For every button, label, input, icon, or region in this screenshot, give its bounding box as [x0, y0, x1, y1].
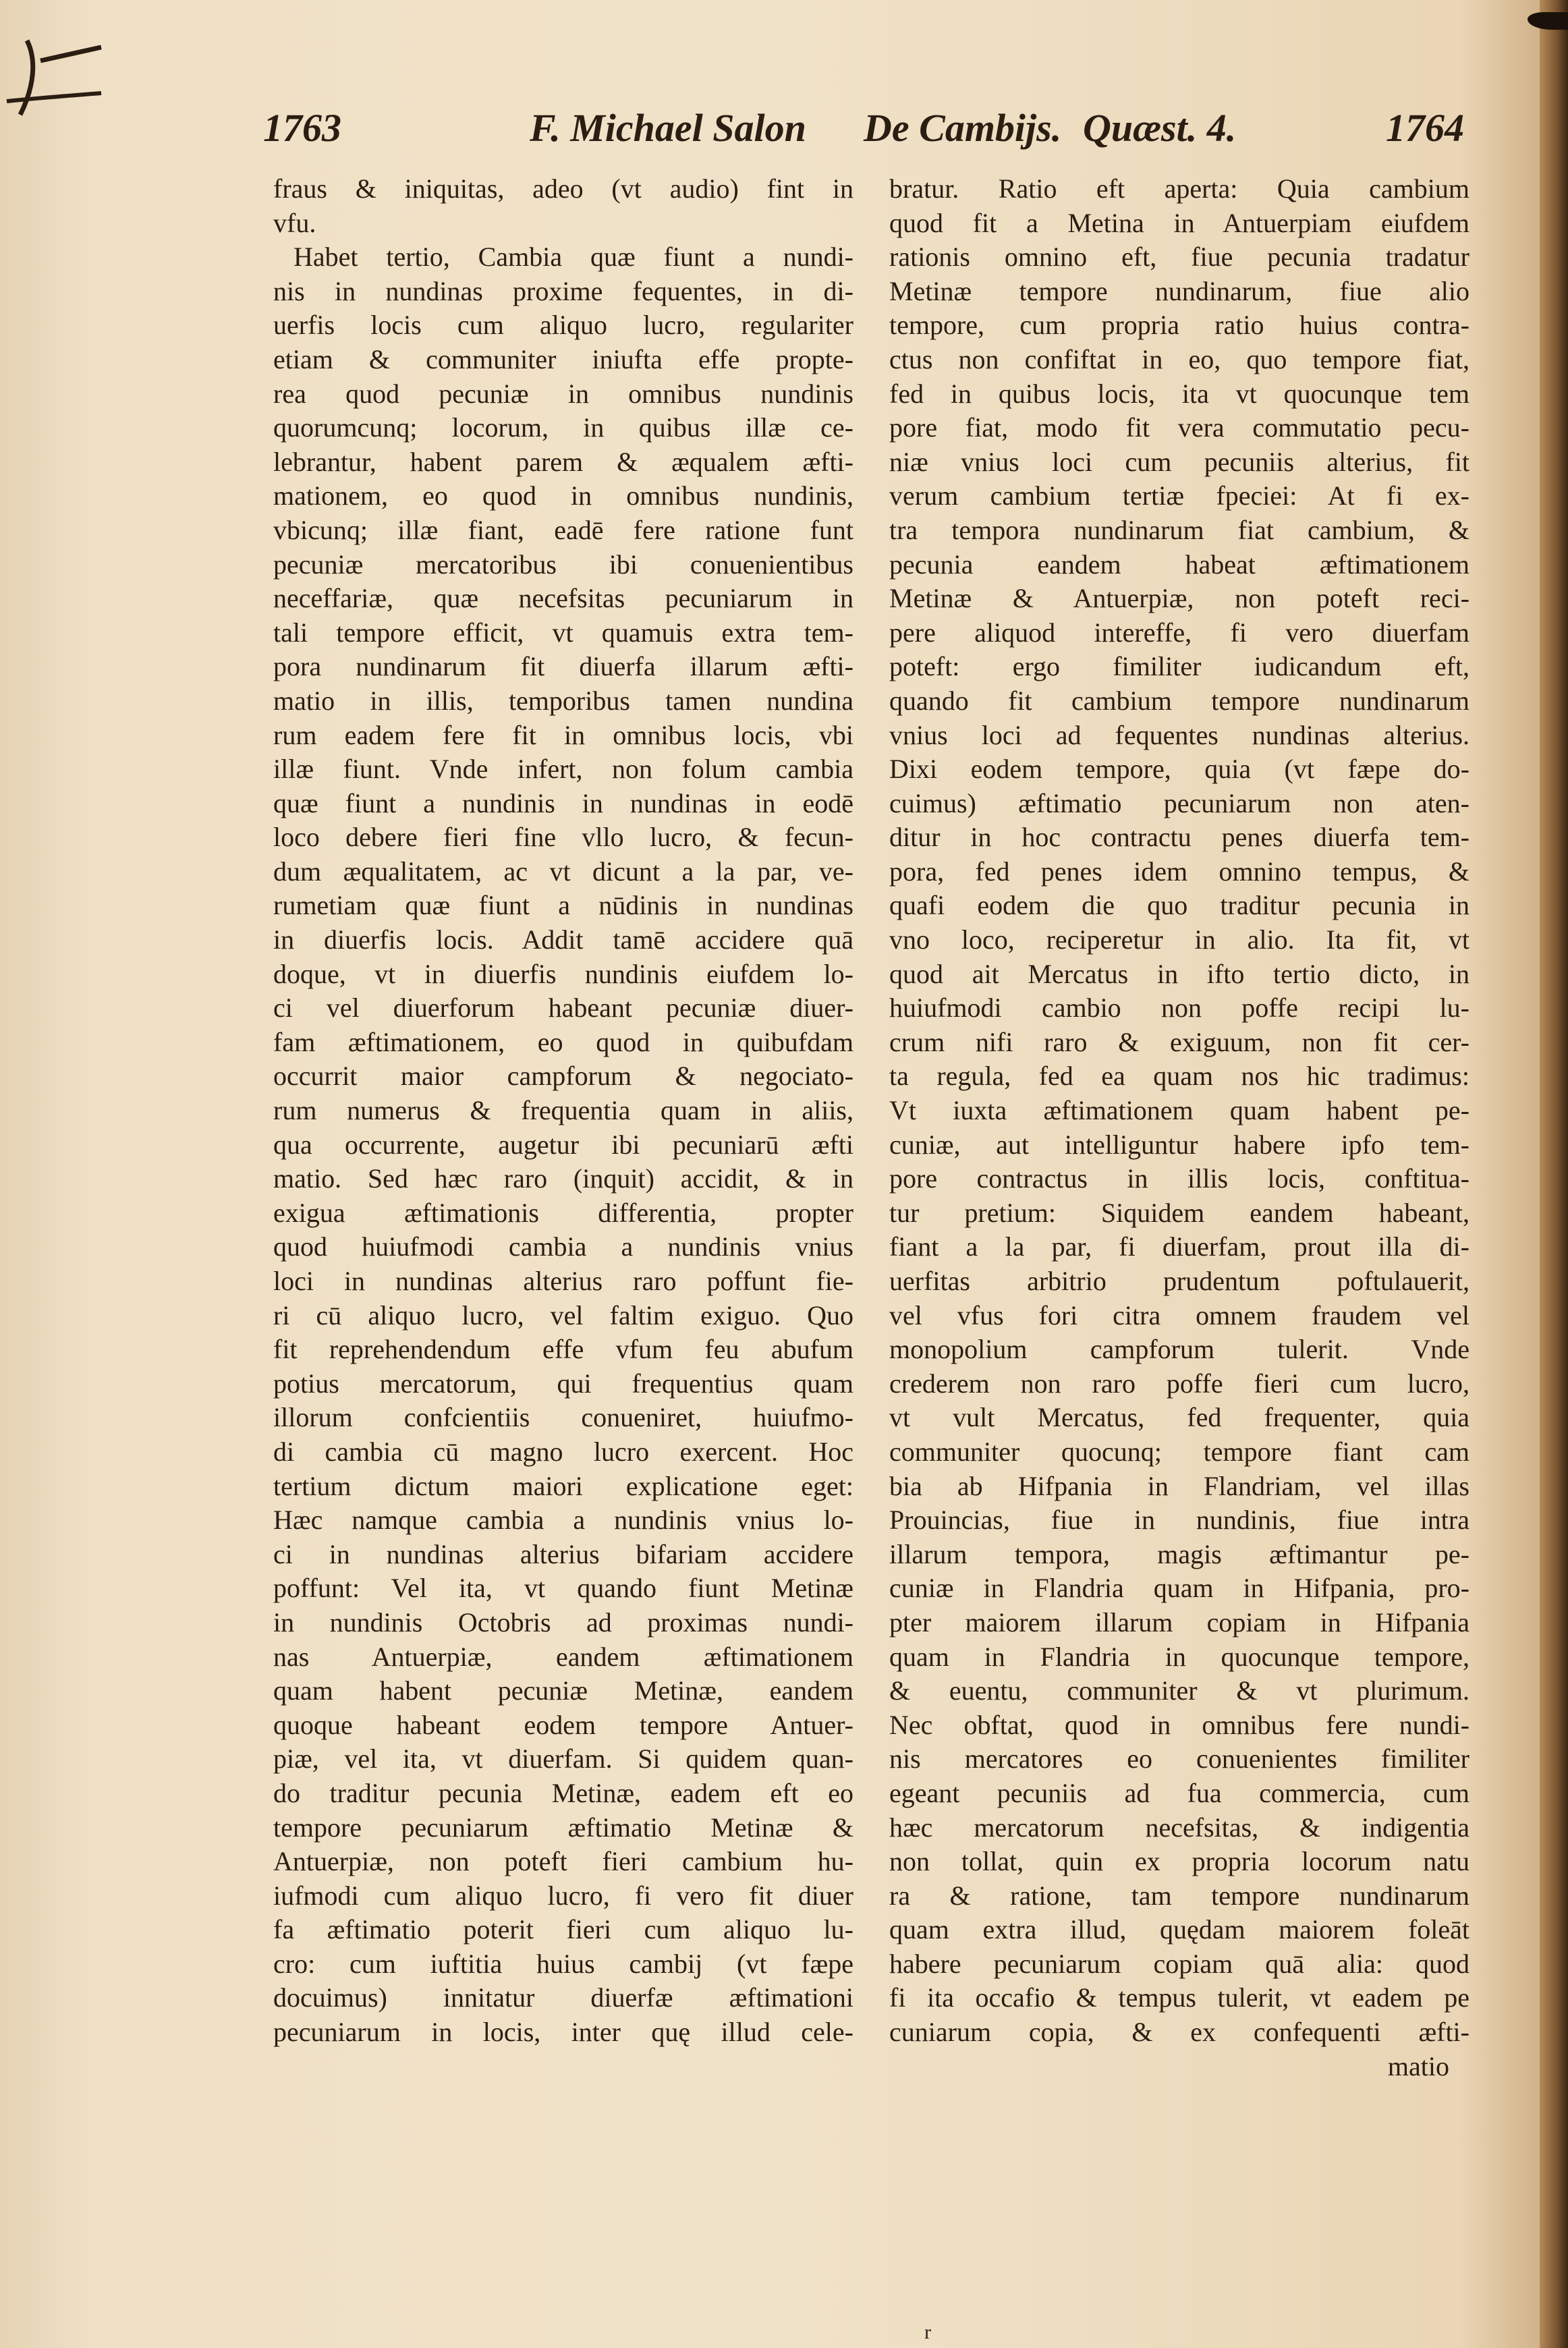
text-line: loco debere fieri fine vllo lucro, & fecun- — [273, 822, 853, 853]
text-line: fam æftimationem, eo quod in quibufdam — [273, 1026, 853, 1057]
text-line: quod ait Mercatus in ifto tertio dicto, in — [889, 958, 1469, 989]
text-line: monopolium campforum tulerit. Vnde — [889, 1334, 1469, 1365]
text-line: fiant a la par, fi diuerfam, prout illa di- — [889, 1231, 1469, 1262]
text-line: vfu. — [273, 207, 316, 238]
text-line: iufmodi cum aliquo lucro, fi vero fit diuer — [273, 1880, 853, 1911]
text-line: uerfis locis cum aliquo lucro, regulariter — [273, 310, 853, 341]
text-line: ctus non confiftat in eo, quo tempore fiat, — [889, 343, 1469, 374]
text-line: potius mercatorum, qui frequentius quam — [273, 1368, 853, 1399]
text-line: quam in Flandria in quocunque tempore, — [889, 1641, 1469, 1672]
text-line: in nundinis Octobris ad proximas nundi- — [273, 1606, 853, 1638]
text-line: tertium dictum maiori explicatione eget: — [273, 1470, 853, 1501]
text-line: pecuniæ mercatoribus ibi conuenientibus — [273, 549, 853, 580]
text-line: nas Antuerpiæ, eandem æftimationem — [273, 1641, 853, 1672]
text-line: matio — [1387, 2050, 1449, 2081]
text-line: ci vel diuerforum habeant pecuniæ diuer- — [273, 993, 853, 1024]
text-line: Habet tertio, Cambia quæ fiunt a nundi- — [293, 242, 853, 273]
text-line: ta regula, fed ea quam nos hic tradimus: — [889, 1061, 1469, 1092]
text-line: ra & ratione, tam tempore nundinarum — [889, 1880, 1469, 1911]
text-line: dum æqualitatem, ac vt dicunt a la par, ve- — [273, 856, 853, 887]
text-line: quam habent pecuniæ Metinæ, eandem — [273, 1675, 853, 1706]
text-line: exigua æftimationis differentia, propter — [273, 1197, 853, 1228]
text-line: nis mercatores eo conuenientes fimiliter — [889, 1743, 1469, 1774]
text-line: crum nifi raro & exiguum, non fit cer- — [889, 1026, 1469, 1057]
left-text-column — [273, 172, 853, 2050]
text-line: quoque habeant eodem tempore Antuer- — [273, 1709, 853, 1740]
text-line: quod huiufmodi cambia a nundinis vnius — [273, 1231, 853, 1262]
text-line: in diuerfis locis. Addit tamē accidere quā — [273, 924, 853, 955]
text-line: pere aliquod intereffe, fi vero diuerfam — [889, 617, 1469, 648]
right-text-column — [889, 172, 1469, 2084]
text-line: quam extra illud, quędam maiorem foleāt — [889, 1914, 1469, 1945]
text-line: vbicunq; illæ fiant, eadē fere ratione funt — [273, 514, 853, 545]
text-line: tur pretium: Siquidem eandem habeant, — [889, 1197, 1469, 1228]
text-line: fed in quibus locis, ita vt quocunque tem — [889, 378, 1469, 409]
text-line: lebrantur, habent parem & æqualem æfti- — [273, 446, 853, 477]
text-line: cuniæ, aut intelliguntur habere ipfo tem- — [889, 1129, 1469, 1160]
text-line: Antuerpiæ, non poteft fieri cambium hu- — [273, 1846, 853, 1877]
text-line: pore contractus in illis locis, conftitua- — [889, 1163, 1469, 1194]
text-line: illarum tempora, magis æftimantur pe- — [889, 1538, 1469, 1569]
text-line: Dixi eodem tempore, quia (vt fæpe do- — [889, 754, 1469, 785]
text-line: tempore, cum propria ratio huius contra- — [889, 310, 1469, 341]
text-line: docuimus) innitatur diuerfæ æftimationi — [273, 1982, 853, 2013]
text-line: loci in nundinas alterius raro poffunt fie- — [273, 1266, 853, 1296]
text-line: vel vfus fori citra omnem fraudem vel — [889, 1299, 1469, 1331]
text-line: illorum confcientiis conueniret, huiufmo- — [273, 1402, 853, 1433]
subject-title: De Cambijs. — [864, 106, 1062, 150]
text-line: pecunia eandem habeat æftimationem — [889, 549, 1469, 580]
text-line: quæ fiunt a nundinis in nundinas in eodē — [273, 787, 853, 818]
text-line: tra tempora nundinarum fiat cambium, & — [889, 514, 1469, 545]
text-line: communiter quocunq; tempore fiant cam — [889, 1436, 1469, 1467]
text-line: poffunt: Vel ita, vt quando fiunt Metinæ — [273, 1573, 853, 1604]
text-line: cro: cum iuftitia huius cambij (vt fæpe — [273, 1948, 853, 1979]
text-line: rum eadem fere fit in omnibus locis, vbi — [273, 719, 853, 750]
text-line: rea quod pecuniæ in omnibus nundinis — [273, 378, 853, 409]
text-line: fit reprehendendum effe vfum feu abufum — [273, 1334, 853, 1365]
book-spine-shadow — [1540, 0, 1568, 2348]
signature-mark: r — [924, 2321, 931, 2343]
text-line: fraus & iniquitas, adeo (vt audio) fint in — [273, 173, 853, 204]
text-line: tali tempore efficit, vt quamuis extra tem- — [273, 617, 853, 648]
text-line: vnius loci ad fequentes nundinas alterius. — [889, 719, 1469, 750]
text-line: & euentu, communiter & vt plurimum. — [889, 1675, 1469, 1706]
text-line: cuniæ in Flandria quam in Hifpania, pro- — [889, 1573, 1469, 1604]
page-number-left: 1763 — [263, 106, 341, 150]
text-line: habere pecuniarum copiam quā alia: quod — [889, 1948, 1469, 1979]
text-line: rum numerus & frequentia quam in aliis, — [273, 1095, 853, 1126]
text-line: non tollat, quin ex propria locorum natu — [889, 1846, 1469, 1877]
author-title: F. Michael Salon — [530, 106, 806, 150]
text-line: uerfitas arbitrio prudentum poftulauerit, — [889, 1266, 1469, 1296]
text-line: doque, vt in diuerfis nundinis eiufdem lo- — [273, 958, 853, 989]
text-line: poteft: ergo fimiliter iudicandum eft, — [889, 651, 1469, 682]
text-line: ri cū aliquo lucro, vel faltim exiguo. Quo — [273, 1299, 853, 1331]
text-line: rationis omnino eft, fiue pecunia tradatur — [889, 242, 1469, 273]
text-line: quod fit a Metina in Antuerpiam eiufdem — [889, 207, 1469, 238]
running-header — [263, 101, 1464, 155]
text-line: pora nundinarum fit diuerfa illarum æfti- — [273, 651, 853, 682]
text-line: matio in illis, temporibus tamen nundina — [273, 685, 853, 716]
text-line: fa æftimatio poterit fieri cum aliquo lu- — [273, 1914, 853, 1945]
text-line: fi ita occafio & tempus tulerit, vt eadem pe — [889, 1982, 1469, 2013]
text-line: bratur. Ratio eft aperta: Quia cambium — [889, 173, 1469, 204]
text-line: tempore pecuniarum æftimatio Metinæ & — [273, 1812, 853, 1843]
text-line: hæc mercatorum necefsitas, & indigentia — [889, 1812, 1469, 1843]
text-line: pecuniarum in locis, inter quę illud cele- — [273, 2017, 853, 2048]
text-line: di cambia cū magno lucro exercent. Hoc — [273, 1436, 853, 1467]
text-line: Hæc namque cambia a nundinis vnius lo- — [273, 1505, 853, 1536]
text-line: do traditur pecunia Metinæ, eadem eft eo — [273, 1777, 853, 1808]
text-line: quorumcunq; locorum, in quibus illæ ce- — [273, 412, 853, 443]
text-line: qua occurrente, augetur ibi pecuniarū æfti — [273, 1129, 853, 1160]
text-line: cuimus) æftimatio pecuniarum non aten- — [889, 787, 1469, 818]
ink-mark — [1528, 12, 1568, 30]
page-number-right: 1764 — [1386, 106, 1464, 150]
text-line: Vt iuxta æftimationem quam habent pe- — [889, 1095, 1469, 1126]
text-line: pore fiat, modo fit vera commutatio pecu- — [889, 412, 1469, 443]
text-line: huiufmodi cambio non poffe recipi lu- — [889, 993, 1469, 1024]
text-line: neceffariæ, quæ necefsitas pecuniarum in — [273, 583, 853, 614]
text-line: Nec obftat, quod in omnibus fere nundi- — [889, 1709, 1469, 1740]
text-line: cuniarum copia, & ex confequenti æfti- — [889, 2017, 1469, 2048]
text-line: mationem, eo quod in omnibus nundinis, — [273, 480, 853, 511]
text-line: piæ, vel ita, vt diuerfam. Si quidem quan- — [273, 1743, 853, 1774]
text-line: vno loco, reciperetur in alio. Ita fit, vt — [889, 924, 1469, 955]
text-line: quando fit cambium tempore nundinarum — [889, 685, 1469, 716]
text-line: Prouincias, fiue in nundinis, fiue intra — [889, 1505, 1469, 1536]
text-line: egeant pecuniis ad fua commercia, cum — [889, 1777, 1469, 1808]
text-line: pora, fed penes idem omnino tempus, & — [889, 856, 1469, 887]
text-line: occurrit maior campforum & negociato- — [273, 1061, 853, 1092]
text-line: quafi eodem die quo traditur pecunia in — [889, 890, 1469, 921]
text-line: bia ab Hifpania in Flandriam, vel illas — [889, 1470, 1469, 1501]
text-line: crederem non raro poffe fieri cum lucro, — [889, 1368, 1469, 1399]
text-line: ditur in hoc contractu penes diuerfa tem- — [889, 822, 1469, 853]
text-line: nis in nundinas proxime fequentes, in di- — [273, 275, 853, 306]
question-label: Quæst. 4. — [1083, 106, 1237, 150]
text-line: Metinæ & Antuerpiæ, non poteft reci- — [889, 583, 1469, 614]
text-line: verum cambium tertiæ fpeciei: At fi ex- — [889, 480, 1469, 511]
text-line: ci in nundinas alterius bifariam accidere — [273, 1538, 853, 1569]
text-line: vt vult Mercatus, fed frequenter, quia — [889, 1402, 1469, 1433]
text-line: pter maiorem illarum copiam in Hifpania — [889, 1606, 1469, 1638]
text-line: illæ fiunt. Vnde infert, non folum cambia — [273, 754, 853, 785]
text-line: Metinæ tempore nundinarum, fiue alio — [889, 275, 1469, 306]
text-line: etiam & communiter iniufta effe propte- — [273, 343, 853, 374]
text-line: rumetiam quæ fiunt a nūdinis in nundinas — [273, 890, 853, 921]
text-line: niæ vnius loci cum pecuniis alterius, fit — [889, 446, 1469, 477]
text-line: matio. Sed hæc raro (inquit) accidit, & in — [273, 1163, 853, 1194]
margin-scribble — [0, 34, 108, 128]
